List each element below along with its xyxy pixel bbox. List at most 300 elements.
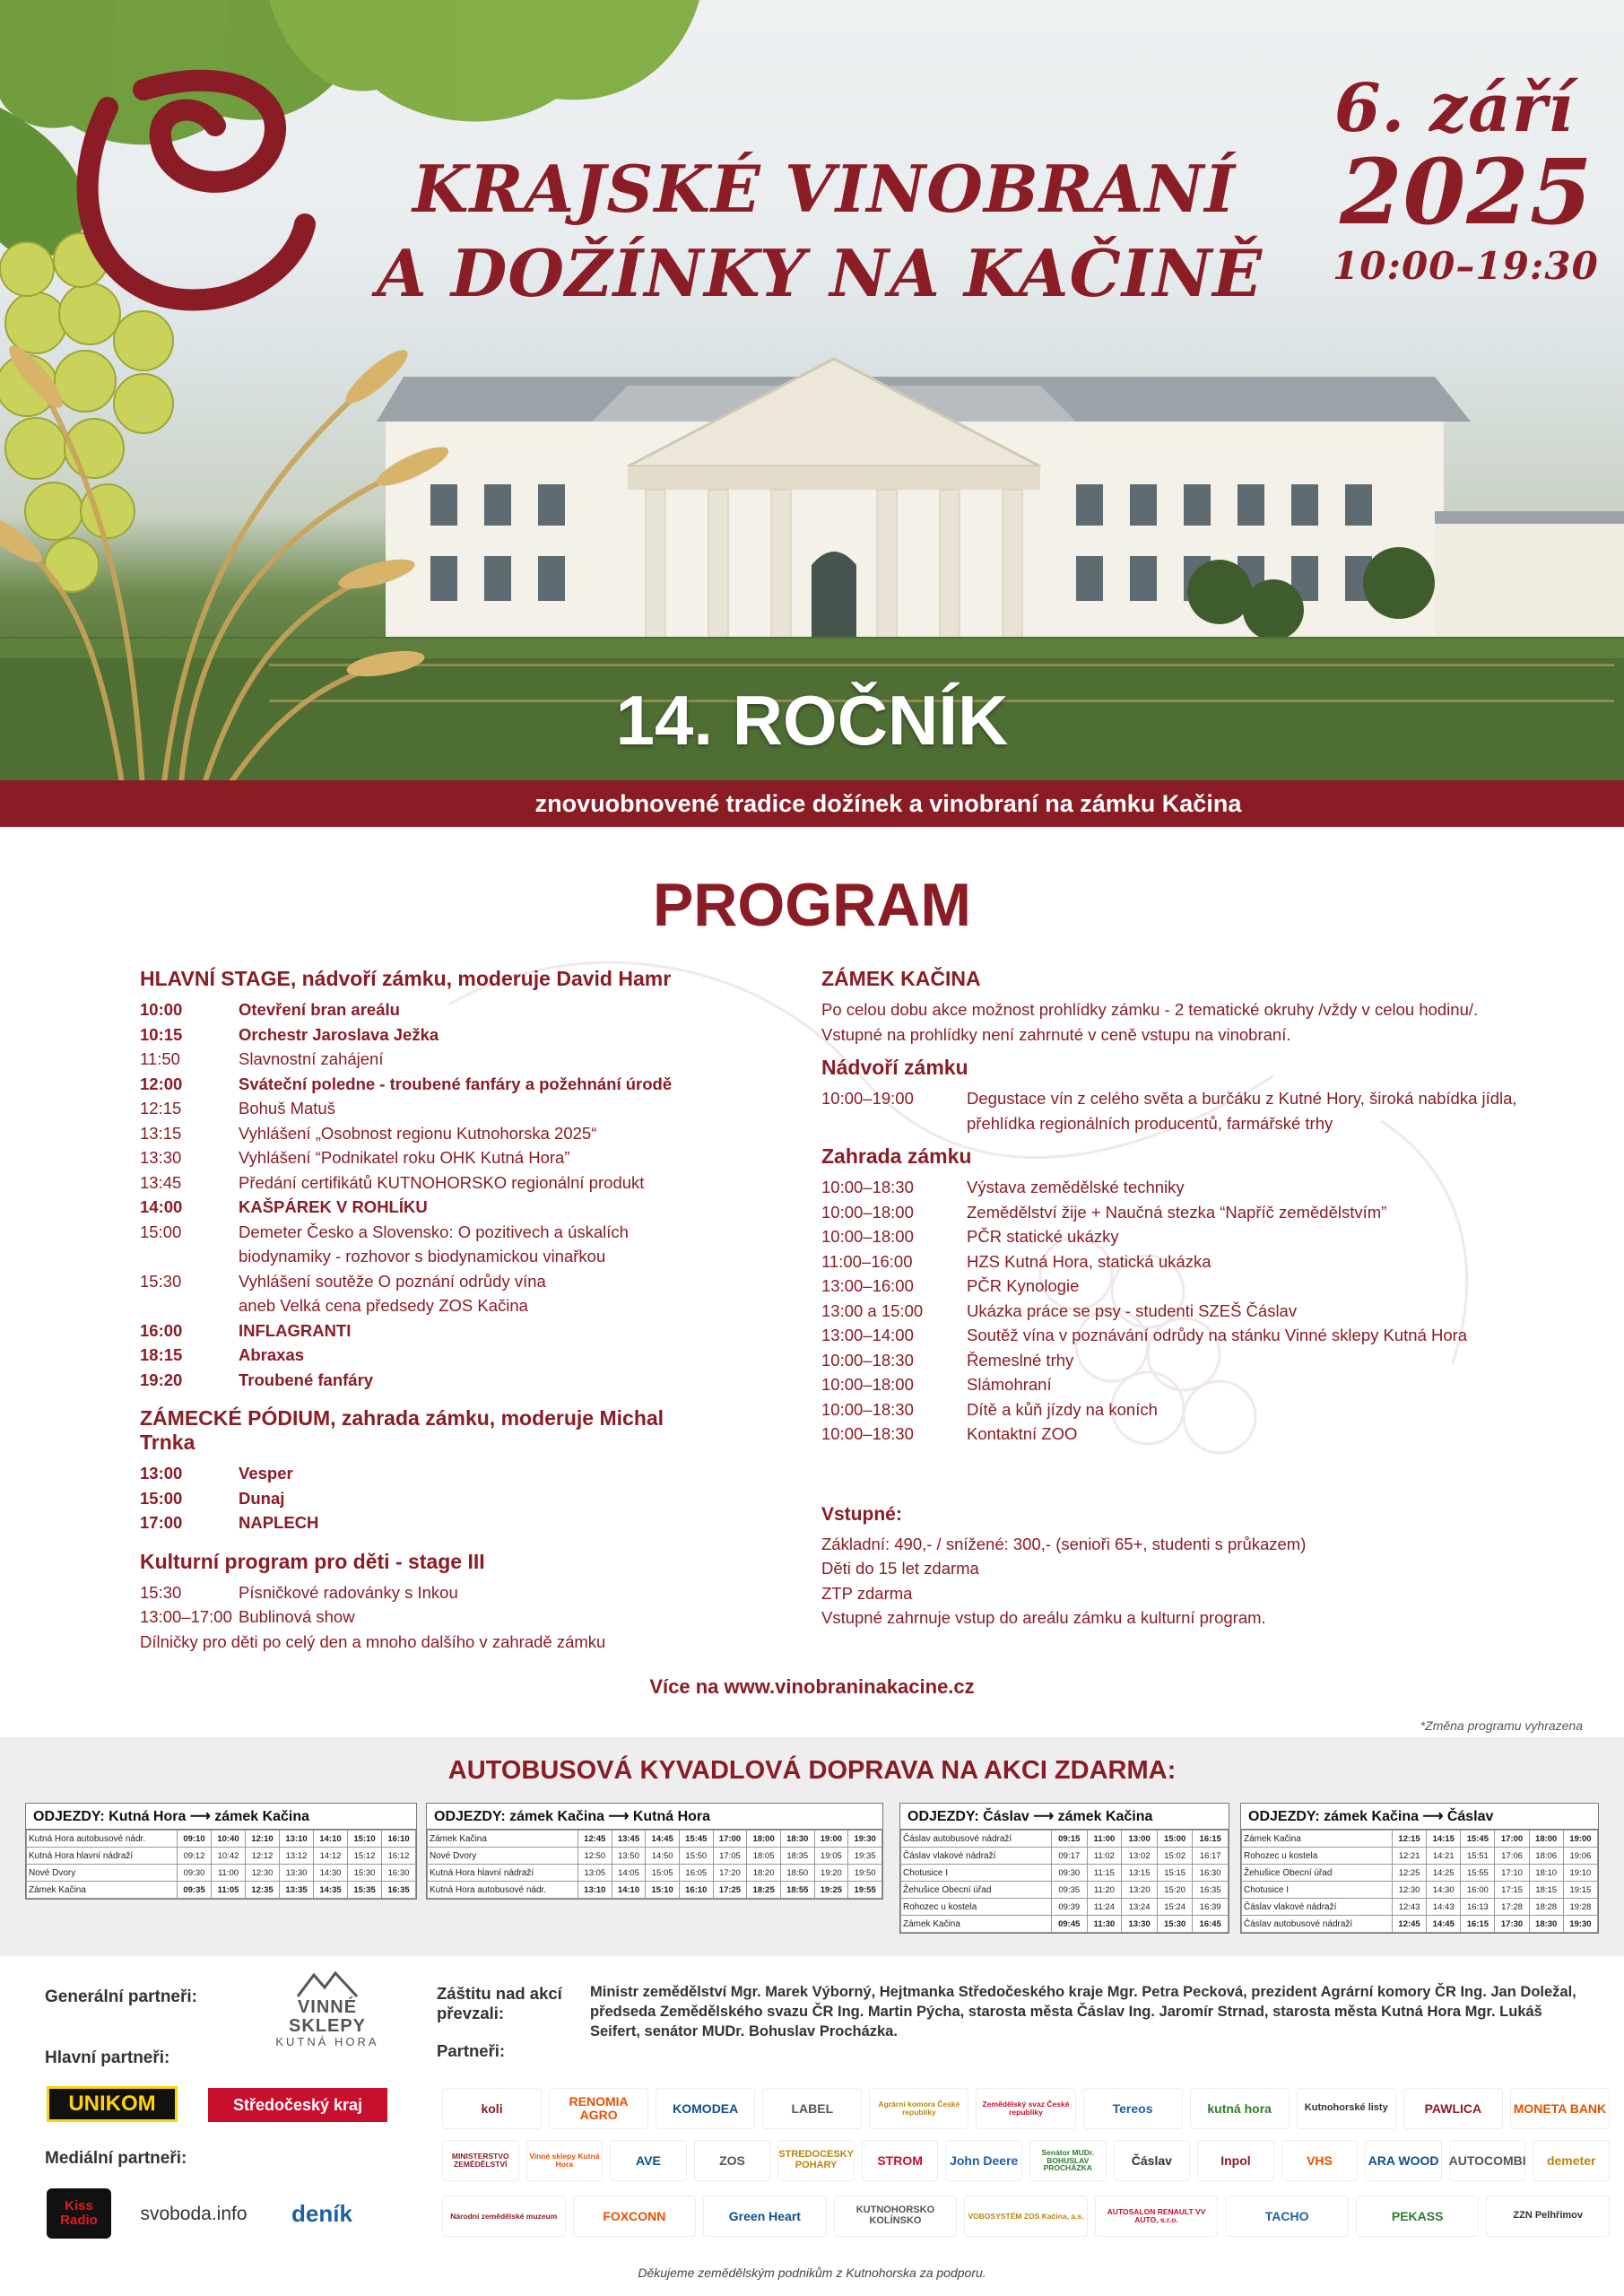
bus-time: 18:10 [1529,1865,1563,1882]
bus-time: 19:30 [1563,1916,1597,1933]
program-row [140,1096,723,1121]
bus-time: 18:06 [1529,1848,1563,1865]
bus-time: 12:12 [246,1848,280,1865]
courtyard-item [821,1086,1539,1111]
castle-line-1: Po celou dobu akce možnost prohlídky zámku - 2 tematické okruhy /vždy v celou hodinu/. [821,1000,1479,1019]
event-time: 10:00–19:30 [1333,244,1599,288]
date-day: 6. září [1334,70,1575,147]
program-time: 11:50 [140,1049,180,1068]
bus-time: 15:30 [1157,1916,1193,1933]
program-row [140,1022,723,1048]
courtyard-text-2: přehlídka regionálních producentů, farmářské trhy [967,1113,1333,1133]
program-time: 15:00 [140,1488,183,1508]
program-text: Otevření bran areálu [239,1000,400,1019]
bus-time: 14:45 [646,1831,680,1848]
bus-time: 16:45 [1193,1916,1229,1933]
admission-heading: Vstupné: [821,1503,902,1525]
program-text: Dunaj [239,1488,285,1508]
program-text: Zemědělství žije + Naučná stezka “Napříč zemědělstvím” [967,1202,1387,1222]
bus-time: 19:35 [848,1848,882,1865]
program-text: Slavnostní zahájení [239,1049,384,1068]
bus-time: 18:30 [1529,1916,1563,1933]
bus-time: 11:05 [212,1882,246,1899]
program-text: Řemeslné trhy [967,1350,1074,1370]
bus-row [901,1882,1229,1899]
program-time: 10:00–18:30 [821,1424,914,1443]
bus-time: 15:12 [348,1848,382,1865]
program-time: 13:45 [140,1172,182,1192]
partner-logo: FOXCONN [573,2196,697,2237]
partners-label: Partneři: [437,2041,506,2060]
program-time: 10:00–18:30 [821,1399,914,1419]
program-row [821,1372,1539,1397]
program-text: aneb Velká cena předsedy ZOS Kačina [239,1296,528,1315]
program-text: Vyhlášení “Podnikatel roku OHK Kutná Hora” [239,1148,570,1167]
program-row [821,1200,1539,1225]
garden-list [821,1175,1539,1447]
program-row [821,1249,1539,1274]
bus-time: 17:00 [713,1831,747,1848]
program-row [140,1195,723,1220]
bus-row [1242,1848,1598,1865]
bus-time: 13:05 [578,1865,612,1882]
partner-logo: LABEL [762,2088,862,2129]
bus-time: 18:55 [780,1882,814,1899]
kiss-radio-logo: Kiss Radio [47,2188,111,2239]
bus-time: 19:28 [1563,1899,1597,1916]
bus-time: 09:30 [178,1865,212,1882]
bus-time: 17:30 [1495,1916,1529,1933]
bus-timetable [1241,1830,1598,1933]
bus-time: 19:00 [1563,1831,1597,1848]
program-row [140,1244,723,1269]
website-link[interactable]: Více na www.vinobraninakacine.cz [649,1675,975,1698]
program-row [821,1299,1539,1324]
bus-time: 13:50 [612,1848,646,1865]
bus-time: 19:30 [848,1831,882,1848]
kids-note: Dílničky pro děti po celý den a mnoho dalšího v zahradě zámku [140,1631,606,1651]
mountain-icon [296,1971,359,1998]
bus-time: 15:24 [1157,1899,1193,1916]
partner-logo: KUTNOHORSKO KOLÍNSKO [834,2196,958,2237]
program-text: Kontaktní ZOO [967,1424,1078,1443]
partner-logo: ZOS [694,2140,771,2181]
bus-time: 13:45 [612,1831,646,1848]
program-text: Předání certifikátů KUTNOHORSKO regionální produkt [239,1172,645,1192]
bus-stop: Kutná Hora hlavní nádraží [428,1865,578,1882]
bus-row [27,1848,416,1865]
bus-table-heading: ODJEZDY: Čáslav ⟶ zámek Kačina [900,1804,1229,1830]
bus-time: 19:05 [814,1848,848,1865]
bus-time: 18:35 [780,1848,814,1865]
program-text: Sváteční poledne - troubené fanfáry a požehnání úrodě [239,1074,673,1093]
partner-logo: STROM [862,2140,939,2181]
bus-time: 09:35 [1052,1882,1088,1899]
bus-time: 16:35 [1193,1882,1229,1899]
partner-logo: Inpol [1197,2140,1274,2181]
bus-time: 09:17 [1052,1848,1088,1865]
program-text: Vyhlášení „Osobnost regionu Kutnohorska 2025“ [239,1123,597,1143]
program-time: 19:20 [140,1370,183,1389]
program-text: Demeter Česko a Slovensko: O pozitivech a úskalích [239,1222,629,1241]
program-left-column [140,967,723,1654]
program-text: Soutěž vína v poznávání odrůdy na stánku Vinné sklepy Kutná Hora [967,1326,1468,1344]
program-row [140,1343,723,1368]
bus-time: 16:30 [382,1865,416,1882]
bus-time: 19:25 [814,1882,848,1899]
bus-time: 15:15 [1157,1865,1193,1882]
bus-stop: Zámek Kačina [428,1831,578,1848]
partner-logo: VOBOSYSTÉM ZOS Kačina, a.s. [964,2196,1088,2237]
program-time: 10:15 [140,1024,183,1044]
bus-time: 14:30 [1427,1882,1461,1899]
program-text: INFLAGRANTI [239,1320,352,1340]
bus-stop: Žehušice Obecní úřad [901,1882,1052,1899]
bus-time: 13:30 [280,1865,314,1882]
bus-time: 16:10 [679,1882,713,1899]
bus-time: 16:17 [1193,1848,1229,1865]
date-year: 2025 [1340,139,1594,245]
bus-time: 13:35 [280,1882,314,1899]
bus-time: 09:12 [178,1848,212,1865]
bus-time: 09:35 [178,1882,212,1899]
bus-row [428,1831,882,1848]
bus-time: 17:15 [1495,1882,1529,1899]
partner-logo: Kutnohorské listy [1297,2088,1396,2129]
program-text: PČR statické ukázky [967,1227,1119,1246]
admission-line-1: Základní: 490,- / snížené: 300,- (senioři 65+, studenti s průkazem) [821,1534,1307,1553]
bus-time: 14:10 [314,1831,348,1848]
bus-stop: Čáslav vlakové nádraží [901,1848,1052,1865]
bus-row [1242,1831,1598,1848]
bus-stop: Čáslav autobusové nádraží [1242,1916,1393,1933]
program-time: 15:30 [140,1271,182,1291]
partner-logo: MONETA BANK [1510,2088,1610,2129]
partner-logo: Senátor MUDr. BOHUSLAV PROCHÁZKA [1029,2140,1107,2181]
bus-row [1242,1882,1598,1899]
bus-time: 16:10 [382,1831,416,1848]
program-text: Písničkové radovánky s Inkou [239,1582,458,1602]
bus-row [428,1848,882,1865]
bus-time: 12:45 [1393,1916,1427,1933]
bus-time: 19:50 [848,1865,882,1882]
partner-logo: MINISTERSTVO ZEMĚDĚLSTVÍ [442,2140,519,2181]
bus-time: 17:05 [713,1848,747,1865]
title-line-2: A DOŽÍNKY NA KAČINĚ [377,235,1264,311]
bus-time: 14:45 [1427,1916,1461,1933]
partner-logo: Green Heart [703,2196,827,2237]
bus-time: 09:15 [1052,1831,1088,1848]
bus-time: 12:43 [1393,1899,1427,1916]
subtitle-band [0,780,1624,827]
program-text: Vyhlášení soutěže O poznání odrůdy vína [239,1271,546,1291]
program-row [140,1121,723,1146]
bus-time: 14:35 [314,1882,348,1899]
program-text: biodynamiky - rozhovor s biodynamickou vinařkou [239,1247,606,1265]
bus-time: 17:28 [1495,1899,1529,1916]
bus-time: 18:50 [780,1865,814,1882]
program-row [140,1486,723,1511]
program-row [140,1293,723,1318]
bus-time: 15:10 [348,1831,382,1848]
bus-stop: Zámek Kačina [27,1882,178,1899]
bus-time: 16:30 [1193,1865,1229,1882]
bus-time: 16:15 [1193,1831,1229,1848]
program-row [821,1397,1539,1422]
bus-stop: Kutná Hora autobusové nádr. [27,1831,178,1848]
bus-time: 17:10 [1495,1865,1529,1882]
main-stage-heading: HLAVNÍ STAGE, nádvoří zámku, moderuje David Hamr [140,967,672,990]
partner-logo: koli [442,2088,542,2129]
program-text: Bublinová show [239,1607,355,1626]
program-title: PROGRAM [652,871,972,939]
bus-row [901,1848,1229,1865]
bus-time: 17:25 [713,1882,747,1899]
bus-time: 19:00 [814,1831,848,1848]
program-time: 10:00–18:00 [821,1227,914,1246]
bus-time: 15:45 [1461,1831,1495,1848]
program-text: Troubené fanfáry [239,1370,374,1389]
bus-time: 14:25 [1427,1865,1461,1882]
bus-time: 12:35 [246,1882,280,1899]
bus-time: 11:20 [1087,1882,1122,1899]
partner-logo: VHS [1281,2140,1359,2181]
bus-stop: Kutná Hora autobusové nádr. [428,1882,578,1899]
program-time: 15:30 [140,1582,182,1602]
castle-line-2: Vstupné na prohlídky není zahrnuté v ceně vstupu na vinobraní. [821,1024,1291,1044]
program-text: Ukázka práce se psy - studenti SZEŠ Čáslav [967,1300,1298,1320]
program-time: 12:15 [140,1099,182,1118]
bus-row [27,1882,416,1899]
bus-time: 13:02 [1122,1848,1158,1865]
program-row [821,1348,1539,1373]
bus-time: 14:43 [1427,1899,1461,1916]
bus-time: 12:30 [1393,1882,1427,1899]
bus-time: 16:15 [1461,1916,1495,1933]
bus-time: 18:25 [747,1882,781,1899]
bus-time: 09:10 [178,1831,212,1848]
kids-heading: Kulturní program pro děti - stage III [140,1549,485,1573]
patronage-text: Ministr zemědělství Mgr. Marek Výborný, Hejtmanka Středočeského kraje Mgr. Petra Pecková, prezident Agrární komory ČR Ing. Jan Doležal, předseda Zemědělského svazu ČR Ing. Martin Pýcha, starosta města Čáslav Ing. Jaromír Strnad, starosta města Kutná Hora Mgr. Lukáš Seifert, senátor MUDr. Bohuslav Procházka. [590,1984,1576,2039]
bus-time: 16:39 [1193,1899,1229,1916]
bus-time: 18:05 [747,1848,781,1865]
bus-timetable [26,1830,416,1899]
bus-time: 12:10 [246,1831,280,1848]
bus-table-kacina-caslav [1240,1803,1599,1934]
bus-table-heading: ODJEZDY: zámek Kačina ⟶ Kutná Hora [427,1804,882,1830]
program-row [140,1145,723,1170]
program-row [140,1047,723,1072]
program-row [140,1605,723,1630]
svoboda-logo: svoboda.info [140,2203,248,2224]
bus-time: 13:24 [1122,1899,1158,1916]
bus-timetable [900,1830,1229,1933]
bus-time: 18:00 [1529,1831,1563,1848]
bus-time: 15:10 [646,1882,680,1899]
program-time: 13:30 [140,1148,182,1167]
program-time: 10:00 [140,1000,183,1019]
partner-logo: Zemědělský svaz České republiky [976,2088,1075,2129]
program-row [821,1422,1539,1447]
bus-stop: Chotusice I [1242,1882,1393,1899]
program-row [140,1461,723,1486]
bus-time: 12:25 [1393,1865,1427,1882]
bus-time: 14:05 [612,1865,646,1882]
bus-row [901,1899,1229,1916]
program-time: 18:15 [140,1345,183,1364]
bus-table-kh-kacina [25,1803,417,1900]
program-row [821,1323,1539,1348]
bus-time: 12:15 [1393,1831,1427,1848]
program-time: 13:00 [140,1464,183,1483]
program-row [140,1368,723,1393]
bus-time: 18:15 [1529,1882,1563,1899]
partner-logo: John Deere [945,2140,1022,2181]
bus-time: 17:20 [713,1865,747,1882]
bus-stop: Nové Dvory [27,1865,178,1882]
partner-logo: ZZN Pelhřimov [1486,2196,1610,2237]
bus-time: 19:20 [814,1865,848,1882]
program-time: 13:15 [140,1123,182,1143]
partner-logo: demeter [1533,2140,1610,2181]
program-text: Abraxas [239,1345,305,1364]
hero-banner [0,0,1624,780]
courtyard-text-1: Degustace vín z celého světa a burčáku z Kutné Hory, široká nabídka jídla, [967,1089,1517,1108]
unikom-logo: UNIKOM [47,2086,178,2122]
program-time: 10:00–18:00 [821,1202,914,1222]
bus-time: 11:30 [1087,1916,1122,1933]
program-text: Dítě a kůň jízdy na koních [967,1399,1158,1419]
bus-time: 13:15 [1122,1865,1158,1882]
bus-stop: Čáslav vlakové nádraží [1242,1899,1393,1916]
bus-stop: Žehušice Obecní úřad [1242,1865,1393,1882]
program-time: 17:00 [140,1513,183,1532]
bus-title: AUTOBUSOVÁ KYVADLOVÁ DOPRAVA NA AKCI ZDARMA: [447,1756,1177,1785]
bus-time: 15:50 [679,1848,713,1865]
stredocesky-kraj-logo: Středočeský kraj [208,2088,387,2122]
denik-logo: deník [291,2200,352,2228]
bus-row [428,1882,882,1899]
program-time: 10:00–18:30 [821,1178,914,1196]
bus-time: 16:12 [382,1848,416,1865]
bus-row [901,1916,1229,1933]
bus-time: 16:05 [679,1865,713,1882]
castle-heading: ZÁMEK KAČINA [821,967,981,990]
program-row [140,1318,723,1344]
bus-row [428,1865,882,1882]
program-row [140,1170,723,1196]
bus-table-heading: ODJEZDY: Kutná Hora ⟶ zámek Kačina [26,1804,416,1830]
partner-logo: AUTOCOMBI [1449,2140,1526,2181]
garden-heading: Zahrada zámku [821,1144,972,1168]
bus-time: 13:12 [280,1848,314,1865]
bus-time: 14:21 [1427,1848,1461,1865]
bus-stop: Chotusice I [901,1865,1052,1882]
partner-logo: Vinné sklepy Kutná Hora [526,2140,604,2181]
bus-time: 13:10 [280,1831,314,1848]
bus-stop: Zámek Kačina [901,1916,1052,1933]
program-row [140,997,723,1022]
bus-time: 11:00 [1087,1831,1122,1848]
bus-table-heading: ODJEZDY: zámek Kačina ⟶ Čáslav [1241,1804,1598,1830]
bus-time: 15:55 [1461,1865,1495,1882]
bus-time: 09:45 [1052,1916,1088,1933]
bus-row [1242,1916,1598,1933]
bus-time: 15:30 [348,1865,382,1882]
podium-heading: ZÁMECKÉ PÓDIUM, zahrada zámku, moderuje Michal Trnka [140,1406,664,1454]
partner-logo: KOMODEA [656,2088,755,2129]
program-time: 10:00–18:30 [821,1350,914,1370]
title-line-1: KRAJSKÉ VINOBRANÍ [413,151,1236,227]
program-time: 13:00–14:00 [821,1326,914,1344]
program-row [821,1224,1539,1249]
bus-time: 10:42 [212,1848,246,1865]
bus-time: 12:45 [578,1831,612,1848]
partner-logo: ARA WOOD [1365,2140,1442,2181]
bus-row [901,1865,1229,1882]
bus-stop: Rohozec u kostela [1242,1848,1393,1865]
program-time: 13:00 a 15:00 [821,1300,924,1320]
bus-row [1242,1865,1598,1882]
bus-time: 09:30 [1052,1865,1088,1882]
partner-logo: STREDOCESKY POHARY [777,2140,855,2181]
admission-line-2: Děti do 15 let zdarma [821,1559,979,1578]
program-time: 11:00–16:00 [821,1251,913,1271]
courtyard-heading: Nádvoří zámku [821,1056,968,1079]
program-text: Slámohraní [967,1375,1052,1394]
bus-stop: Čáslav autobusové nádraží [901,1831,1052,1848]
bus-time: 11:24 [1087,1899,1122,1916]
vinne-sklepy-logo: VINNÉ SKLEPY KUTNÁ HORA [269,1970,386,2050]
bus-time: 11:02 [1087,1848,1122,1865]
bus-time: 11:15 [1087,1865,1122,1882]
program-text: Orchestr Jaroslava Ježka [239,1024,439,1044]
bus-row [27,1865,416,1882]
bus-time: 13:00 [1122,1831,1158,1848]
bus-stop: Kutná Hora hlavní nádraží [27,1848,178,1865]
bus-time: 18:30 [780,1831,814,1848]
bus-time: 19:55 [848,1882,882,1899]
program-row [821,1175,1539,1200]
program-time [140,1293,239,1318]
partner-logo: TACHO [1225,2196,1349,2237]
bus-time: 17:00 [1495,1831,1529,1848]
bus-time: 17:06 [1495,1848,1529,1865]
bus-time: 13:10 [578,1882,612,1899]
bus-time: 15:20 [1157,1882,1193,1899]
program-text: PČR Kynologie [967,1276,1080,1295]
bus-stop: Zámek Kačina [1242,1831,1393,1848]
bus-time: 10:40 [212,1831,246,1848]
partner-logo: Tereos [1083,2088,1183,2129]
courtyard-item-cont [821,1111,1539,1136]
program-row [140,1269,723,1294]
bus-time: 18:00 [747,1831,781,1848]
bus-time: 12:50 [578,1848,612,1865]
program-text: KAŠPÁREK V ROHLÍKU [239,1197,428,1216]
partner-logo: Agrární komora České republiky [869,2088,968,2129]
partner-logo: AUTOSALON RENAULT VV AUTO, s.r.o. [1095,2196,1219,2237]
bus-time: 16:35 [382,1882,416,1899]
program-time: 16:00 [140,1320,183,1340]
bus-time: 18:28 [1529,1899,1563,1916]
bus-time: 15:05 [646,1865,680,1882]
bus-time: 14:12 [314,1848,348,1865]
program-right-column [821,967,1539,1631]
bus-row [1242,1899,1598,1916]
program-text: NAPLECH [239,1513,319,1532]
edition-label: 14. ROČNÍK [615,681,1009,760]
